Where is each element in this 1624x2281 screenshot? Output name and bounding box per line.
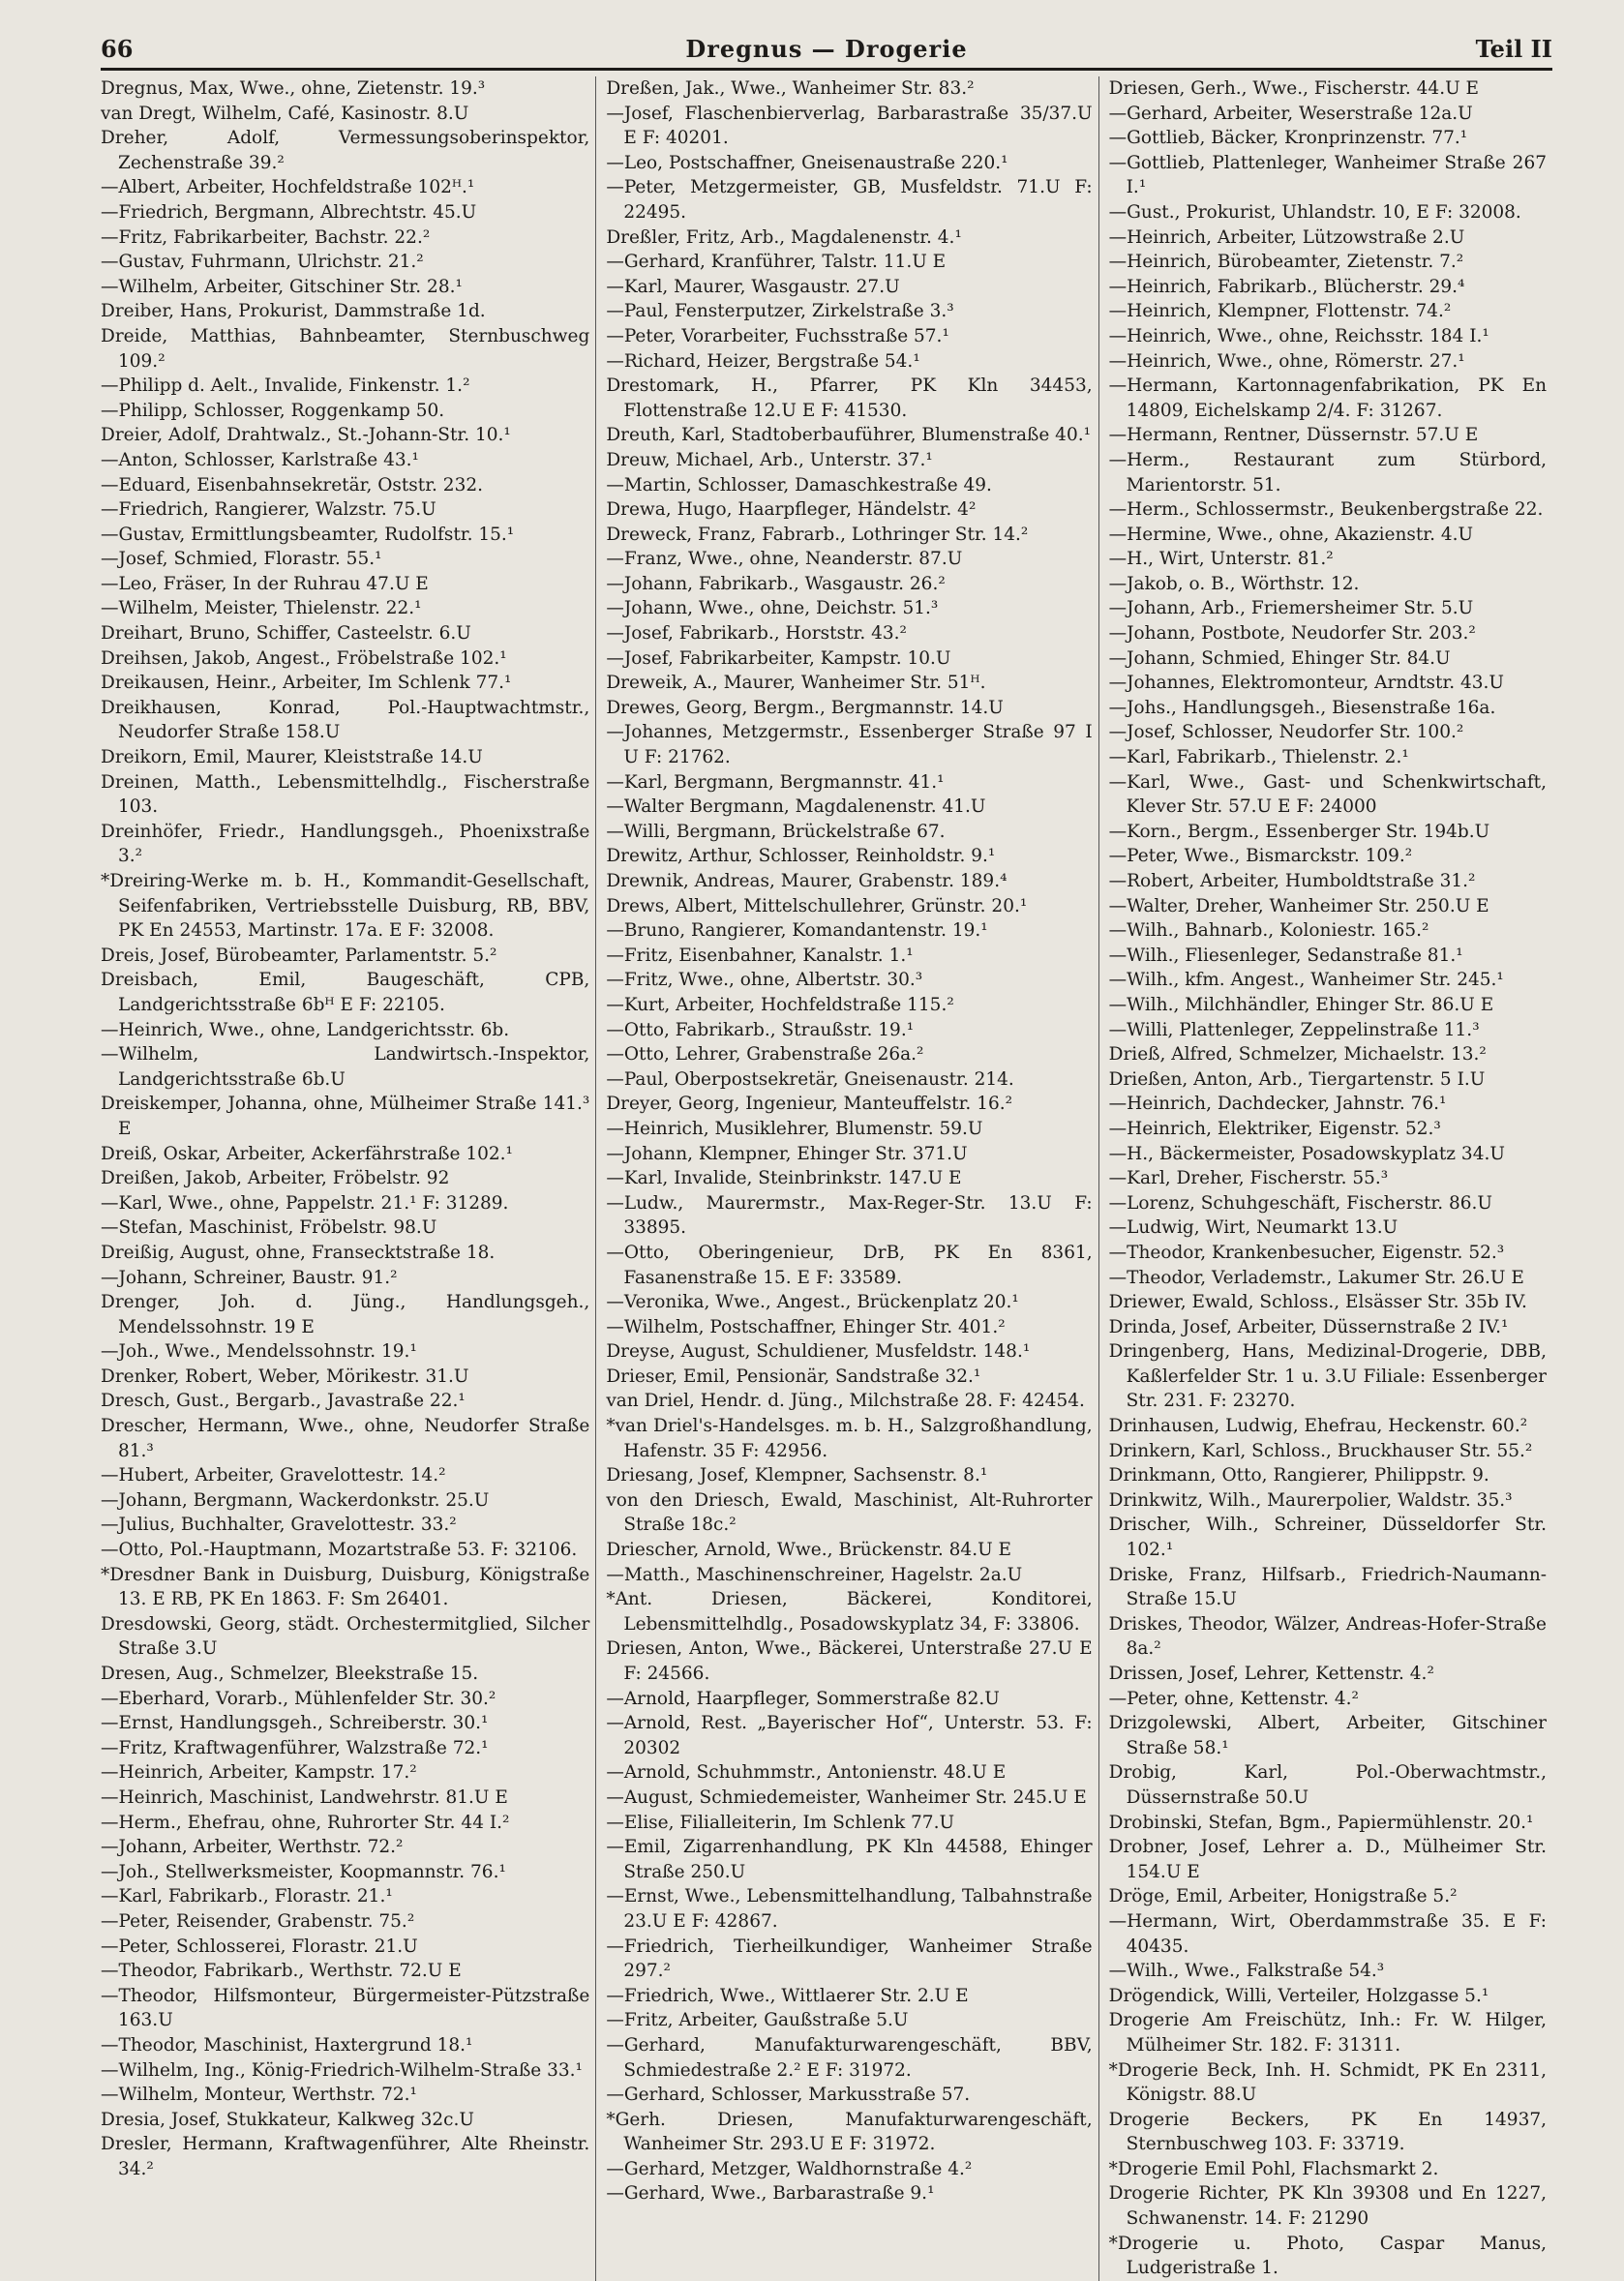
directory-entry: —Martin, Schlosser, Damaschkestraße 49. xyxy=(606,474,992,495)
directory-entry: —Johann, Wwe., ohne, Deichstr. 51.³ xyxy=(606,598,939,619)
directory-entry: —Peter, Wwe., Bismarckstr. 109.² xyxy=(1108,846,1413,867)
directory-entry: —Albert, Arbeiter, Hochfeldstraße 102ᴴ.¹ xyxy=(101,177,475,198)
directory-entry: —Robert, Arbeiter, Humboldtstraße 31.² xyxy=(1108,871,1476,891)
directory-entry: —Theodor, Maschinist, Haxtergrund 18.¹ xyxy=(101,2034,473,2056)
directory-entry: —Friedrich, Bergmann, Albrechtstr. 45.U xyxy=(101,201,477,223)
directory-entry: Drogerie Beckers, PK En 14937, Sternbuschweg 103. F: 33719. xyxy=(1108,2109,1547,2155)
directory-entry: —Gerhard, Kranführer, Talstr. 11.U E xyxy=(606,252,947,273)
directory-entry: —Arnold, Haarpfleger, Sommerstraße 82.U xyxy=(606,1688,1000,1709)
directory-entry: —Wilhelm, Monteur, Werthstr. 72.¹ xyxy=(101,2085,417,2106)
directory-entry: Dreiskemper, Johanna, ohne, Mülheimer Straße 141.³ E xyxy=(101,1094,590,1139)
directory-entry: *Dreiring-Werke m. b. H., Kommandit-Gesellschaft, Seifenfabriken, Vertriebsstelle Duisburg, RB, BBV, PK En 24553, Martinstr. 17a. E F: 32008. xyxy=(101,871,590,942)
page-header xyxy=(101,35,1552,71)
directory-entry: —Gottlieb, Plattenleger, Wanheimer Straße 267 I.¹ xyxy=(1108,152,1547,198)
directory-entry: —Veronika, Wwe., Angest., Brückenplatz 20.¹ xyxy=(606,1292,1019,1313)
directory-entry: Drinhausen, Ludwig, Ehefrau, Heckenstr. 60.² xyxy=(1108,1416,1528,1437)
directory-entry: —Heinrich, Wwe., ohne, Reichsstr. 184 I.¹ xyxy=(1108,325,1489,346)
directory-entry: Dringenberg, Hans, Medizinal-Drogerie, DBB, Kaßlerfelder Str. 1 u. 3.U Filiale: Essenberger Str. 231. F: 23270. xyxy=(1108,1341,1547,1412)
directory-entry: —Theodor, Krankenbesucher, Eigenstr. 52.³ xyxy=(1108,1242,1505,1263)
directory-entry: —Ludw., Maurermstr., Max-Reger-Str. 13.U F: 33895. xyxy=(606,1192,1093,1239)
directory-entry: Dresen, Aug., Schmelzer, Bleekstraße 15. xyxy=(101,1664,479,1684)
directory-entry: Dreikhausen, Konrad, Pol.-Hauptwachtmstr., Neudorfer Straße 158.U xyxy=(101,697,590,743)
directory-entry: —Joh., Stellwerksmeister, Koopmannstr. 76.¹ xyxy=(101,1861,506,1882)
directory-entry: —Heinrich, Arbeiter, Kampstr. 17.² xyxy=(101,1762,417,1784)
directory-entry: Drizgolewski, Albert, Arbeiter, Gitschiner Straße 58.¹ xyxy=(1108,1713,1547,1758)
directory-entry: —Karl, Bergmann, Bergmannstr. 41.¹ xyxy=(606,771,945,793)
directory-entry: —Gerhard, Metzger, Waldhornstraße 4.² xyxy=(606,2158,973,2179)
directory-entry: —Johs., Handlungsgeh., Biesenstraße 16a. xyxy=(1108,697,1496,718)
directory-entry: Dreide, Matthias, Bahnbeamter, Sternbuschweg 109.² xyxy=(101,325,590,372)
directory-entry: —Herm., Schlossermstr., Beukenbergstraße 22. xyxy=(1108,499,1544,521)
directory-entry: Drobner, Josef, Lehrer a. D., Mülheimer Str. 154.U E xyxy=(1108,1837,1547,1882)
directory-entry: —Theodor, Fabrikarb., Werthstr. 72.U E xyxy=(101,1961,462,1982)
directory-entry: —Fritz, Arbeiter, Gaußstraße 5.U xyxy=(606,2010,909,2031)
directory-entry: Dreihsen, Jakob, Angest., Fröbelstraße 102.¹ xyxy=(101,647,507,669)
directory-entry: —Fritz, Wwe., ohne, Albertstr. 30.³ xyxy=(606,970,923,991)
directory-entry: —Johann, Schmied, Ehinger Str. 84.U xyxy=(1108,647,1451,669)
directory-entry: Drießen, Anton, Arb., Tiergartenstr. 5 I.U xyxy=(1108,1068,1486,1090)
directory-entry: —Johannes, Metzgermstr., Essenberger Straße 97 I U F: 21762. xyxy=(606,722,1093,768)
part-label: Teil II xyxy=(1475,35,1552,63)
directory-entry: Drewitz, Arthur, Schlosser, Reinholdstr. 9.¹ xyxy=(606,846,996,867)
directory-entry: *Dresdner Bank in Duisburg, Duisburg, Königstraße 13. E RB, PK En 1863. F: Sm 26401. xyxy=(101,1564,590,1610)
directory-entry: —Karl, Invalide, Steinbrinkstr. 147.U E xyxy=(606,1168,962,1189)
directory-entry: —Wilhelm, Meister, Thielenstr. 22.¹ xyxy=(101,598,422,619)
directory-entry: Drögendick, Willi, Verteiler, Holzgasse 5.¹ xyxy=(1108,1985,1489,2006)
directory-entry: —Wilh., Milchhändler, Ehinger Str. 86.U E xyxy=(1108,994,1494,1015)
directory-entry: —Philipp d. Aelt., Invalide, Finkenstr. 1.² xyxy=(101,375,470,397)
directory-entry: —Theodor, Verlademstr., Lakumer Str. 26.U E xyxy=(1108,1267,1524,1288)
directory-entry: Drescher, Hermann, Wwe., ohne, Neudorfer Straße 81.³ xyxy=(101,1416,590,1461)
directory-entry: —Heinrich, Dachdecker, Jahnstr. 76.¹ xyxy=(1108,1094,1447,1115)
directory-entry: —Richard, Heizer, Bergstraße 54.¹ xyxy=(606,350,920,372)
directory-entry: —Ludwig, Wirt, Neumarkt 13.U xyxy=(1108,1217,1398,1239)
directory-entry: *Gerh. Driesen, Manufakturwarengeschäft, Wanheimer Str. 293.U E F: 31972. xyxy=(606,2109,1093,2155)
directory-entry: —Franz, Wwe., ohne, Neanderstr. 87.U xyxy=(606,549,963,570)
directory-entry: Dreyse, August, Schuldiener, Musfeldstr. 148.¹ xyxy=(606,1341,1031,1363)
directory-entry: —Walter Bergmann, Magdalenenstr. 41.U xyxy=(606,796,986,818)
directory-entry: *Drogerie u. Photo, Caspar Manus, Ludgeristraße 1. xyxy=(1108,2233,1547,2279)
directory-entry: —Karl, Fabrikarb., Florastr. 21.¹ xyxy=(101,1886,393,1907)
directory-entry: —Leo, Fräser, In der Ruhrau 47.U E xyxy=(101,573,429,594)
directory-entry: Driesang, Josef, Klempner, Sachsenstr. 8.¹ xyxy=(606,1465,988,1486)
directory-entry: —Heinrich, Fabrikarb., Blücherstr. 29.⁴ xyxy=(1108,276,1465,297)
directory-entry: —H., Bäckermeister, Posadowskyplatz 34.U xyxy=(1108,1143,1505,1164)
directory-entry: —Johannes, Elektromonteur, Arndtstr. 43.U xyxy=(1108,673,1505,694)
running-title: Dregnus — Drogerie xyxy=(685,35,968,63)
directory-entry: —Ernst, Handlungsgeh., Schreiberstr. 30.¹ xyxy=(101,1713,489,1734)
directory-entry: —Julius, Buchhalter, Gravelottestr. 33.² xyxy=(101,1515,457,1536)
directory-entry: Dreis, Josef, Bürobeamter, Parlamentstr. 5.² xyxy=(101,945,497,966)
directory-entry: —Gustav, Ermittlungsbeamter, Rudolfstr. 15.¹ xyxy=(101,524,515,545)
directory-entry: Dresch, Gust., Bergarb., Javastraße 22.¹ xyxy=(101,1391,466,1412)
directory-entry: —Johann, Arbeiter, Werthstr. 72.² xyxy=(101,1837,404,1858)
directory-entry: —Arnold, Rest. „Bayerischer Hof“, Unterstr. 53. F: 20302 xyxy=(606,1713,1093,1758)
directory-entry: *van Driel's-Handelsges. m. b. H., Salzgroßhandlung, Hafenstr. 35 F: 42956. xyxy=(606,1416,1093,1461)
column-2 xyxy=(595,76,1098,2281)
directory-entry: —Gerhard, Manufakturwarengeschäft, BBV, Schmiedestraße 2.² E F: 31972. xyxy=(606,2034,1093,2081)
directory-entry: —Heinrich, Wwe., ohne, Römerstr. 27.¹ xyxy=(1108,350,1465,372)
directory-entry: —Gerhard, Schlosser, Markusstraße 57. xyxy=(606,2085,971,2106)
directory-entry: —Fritz, Kraftwagenführer, Walzstraße 72.¹ xyxy=(101,1737,489,1758)
directory-entry: —Peter, Vorarbeiter, Fuchsstraße 57.¹ xyxy=(606,325,949,346)
directory-entry: Driske, Franz, Hilfsarb., Friedrich-Naumann-Straße 15.U xyxy=(1108,1564,1547,1610)
directory-entry: —H., Wirt, Unterstr. 81.² xyxy=(1108,549,1334,570)
directory-entry: —Gottlieb, Bäcker, Kronprinzenstr. 77.¹ xyxy=(1108,128,1468,149)
column-3 xyxy=(1098,76,1552,2281)
directory-entry: Dreweck, Franz, Fabrarb., Lothringer Str. 14.² xyxy=(606,524,1029,545)
directory-entry: —Ernst, Wwe., Lebensmittelhandlung, Talbahnstraße 23.U E F: 42867. xyxy=(606,1886,1093,1932)
directory-entry: Dreikausen, Heinr., Arbeiter, Im Schlenk 77.¹ xyxy=(101,673,512,694)
directory-entry: Drieß, Alfred, Schmelzer, Michaelstr. 13.² xyxy=(1108,1044,1487,1065)
directory-entry: —Johann, Fabrikarb., Wasgaustr. 26.² xyxy=(606,573,946,594)
directory-entry: —Fritz, Eisenbahner, Kanalstr. 1.¹ xyxy=(606,945,914,966)
directory-entry: Dreier, Adolf, Drahtwalz., St.-Johann-Str. 10.¹ xyxy=(101,425,511,446)
directory-entry: —Gustav, Fuhrmann, Ulrichstr. 21.² xyxy=(101,252,424,273)
directory-entry: *Drogerie Emil Pohl, Flachsmarkt 2. xyxy=(1108,2158,1439,2179)
directory-entry: Dreinhöfer, Friedr., Handlungsgeh., Phoenixstraße 3.² xyxy=(101,821,590,867)
directory-entry: —Paul, Fensterputzer, Zirkelstraße 3.³ xyxy=(606,301,954,322)
directory-entry: Drenger, Joh. d. Jüng., Handlungsgeh., Mendelssohnstr. 19 E xyxy=(101,1292,590,1337)
directory-entry: Drischer, Wilh., Schreiner, Düsseldorfer Str. 102.¹ xyxy=(1108,1515,1547,1561)
directory-entry: *Drogerie Beck, Inh. H. Schmidt, PK En 2311, Königstr. 88.U xyxy=(1108,2059,1547,2106)
directory-entry: —Arnold, Schuhmmstr., Antonienstr. 48.U E xyxy=(606,1762,1007,1784)
directory-entry: Dreiber, Hans, Prokurist, Dammstraße 1d. xyxy=(101,301,486,322)
directory-entry: —Bruno, Rangierer, Komandantenstr. 19.¹ xyxy=(606,920,988,942)
directory-entry: —Wilh., kfm. Angest., Wanheimer Str. 245.¹ xyxy=(1108,970,1504,991)
directory-entry: Drogerie Richter, PK Kln 39308 und En 1227, Schwanenstr. 14. F: 21290 xyxy=(1108,2183,1547,2230)
directory-entry: Dreuth, Karl, Stadtoberbauführer, Blumenstraße 40.¹ xyxy=(606,425,1092,446)
directory-entry: —Leo, Postschaffner, Gneisenaustraße 220.¹ xyxy=(606,152,1008,173)
directory-entry: Dreißig, August, ohne, Fransecktstraße 18. xyxy=(101,1242,496,1263)
directory-entry: —Elise, Filialleiterin, Im Schlenk 77.U xyxy=(606,1812,955,1833)
directory-entry: —Otto, Fabrikarb., Straußstr. 19.¹ xyxy=(606,1019,915,1040)
directory-entry: Drews, Albert, Mittelschullehrer, Grünstr. 20.¹ xyxy=(606,895,1028,916)
directory-entry: —Herm., Ehefrau, ohne, Ruhrorter Str. 44 I.² xyxy=(101,1812,510,1833)
directory-entry: Driskes, Theodor, Wälzer, Andreas-Hofer-Straße 8a.² xyxy=(1108,1613,1547,1660)
directory-entry: —Philipp, Schlosser, Roggenkamp 50. xyxy=(101,400,445,421)
directory-entry: —Josef, Fabrikarb., Horststr. 43.² xyxy=(606,623,907,645)
directory-entry: —Johann, Arb., Friemersheimer Str. 5.U xyxy=(1108,598,1474,619)
directory-entry: —Hermann, Rentner, Düssernstr. 57.U E xyxy=(1108,425,1479,446)
directory-entry: —Wilh., Fliesenleger, Sedanstraße 81.¹ xyxy=(1108,945,1463,966)
entry-columns xyxy=(101,76,1552,2281)
directory-entry: —Friedrich, Rangierer, Walzstr. 75.U xyxy=(101,499,436,521)
directory-entry: Drewnik, Andreas, Maurer, Grabenstr. 189.⁴ xyxy=(606,871,1007,891)
directory-entry: Driewer, Ewald, Schloss., Elsässer Str. 35b IV. xyxy=(1108,1292,1527,1313)
directory-entry: —Willi, Bergmann, Brückelstraße 67. xyxy=(606,821,946,842)
directory-entry: —Otto, Lehrer, Grabenstraße 26a.² xyxy=(606,1044,924,1065)
directory-entry: —Friedrich, Tierheilkundiger, Wanheimer Straße 297.² xyxy=(606,1936,1093,1982)
directory-entry: —Stefan, Maschinist, Fröbelstr. 98.U xyxy=(101,1217,437,1239)
directory-entry: —Josef, Fabrikarbeiter, Kampstr. 10.U xyxy=(606,647,951,669)
directory-entry: —Lorenz, Schuhgeschäft, Fischerstr. 86.U xyxy=(1108,1192,1493,1214)
directory-entry: —Johann, Klempner, Ehinger Str. 371.U xyxy=(606,1143,968,1164)
directory-entry: Drenker, Robert, Weber, Mörikestr. 31.U xyxy=(101,1366,469,1387)
directory-entry: Drobinski, Stefan, Bgm., Papiermühlenstr. 20.¹ xyxy=(1108,1812,1534,1833)
directory-entry: —Heinrich, Klempner, Flottenstr. 74.² xyxy=(1108,301,1452,322)
directory-entry: —Peter, Metzgermeister, GB, Musfeldstr. 71.U F: 22495. xyxy=(606,177,1093,223)
directory-entry: —Gust., Prokurist, Uhlandstr. 10, E F: 32008. xyxy=(1108,201,1521,223)
directory-entry: —Wilh., Bahnarb., Koloniestr. 165.² xyxy=(1108,920,1429,942)
directory-entry: —Heinrich, Wwe., ohne, Landgerichtsstr. 6b. xyxy=(101,1019,510,1040)
directory-entry: Drinda, Josef, Arbeiter, Düssernstraße 2 IV.¹ xyxy=(1108,1316,1509,1337)
directory-entry: —Peter, ohne, Kettenstr. 4.² xyxy=(1108,1688,1359,1709)
directory-entry: —Josef, Schmied, Florastr. 55.¹ xyxy=(101,549,382,570)
directory-entry: —Johann, Postbote, Neudorfer Str. 203.² xyxy=(1108,623,1476,645)
directory-entry: —Gerhard, Arbeiter, Weserstraße 12a.U xyxy=(1108,103,1473,124)
directory-entry: —Otto, Pol.-Hauptmann, Mozartstraße 53. F: 32106. xyxy=(101,1540,578,1561)
directory-entry: —Walter, Dreher, Wanheimer Str. 250.U E xyxy=(1108,895,1489,916)
directory-entry: Drewes, Georg, Bergm., Bergmannstr. 14.U xyxy=(606,697,1004,718)
directory-entry: —Hermann, Kartonnagenfabrikation, PK En 14809, Eichelskamp 2/4. F: 31267. xyxy=(1108,375,1547,421)
directory-entry: Dreßen, Jak., Wwe., Wanheimer Str. 83.² xyxy=(606,78,975,99)
directory-entry: —Karl, Wwe., ohne, Pappelstr. 21.¹ F: 31289. xyxy=(101,1192,509,1214)
directory-entry: Drieser, Emil, Pensionär, Sandstraße 32.¹ xyxy=(606,1366,981,1387)
directory-entry: Drewa, Hugo, Haarpfleger, Händelstr. 4² xyxy=(606,499,977,521)
directory-entry: —Josef, Flaschenbierverlag, Barbarastraße 35/37.U E F: 40201. xyxy=(606,103,1093,149)
directory-entry: —Heinrich, Maschinist, Landwehrstr. 81.U E xyxy=(101,1786,508,1808)
directory-entry: —Wilh., Wwe., Falkstraße 54.³ xyxy=(1108,1961,1385,1982)
column-1 xyxy=(101,76,595,2281)
page-number: 66 xyxy=(101,35,134,63)
directory-entry: —Karl, Fabrikarb., Thielenstr. 2.¹ xyxy=(1108,747,1409,768)
directory-entry: —Peter, Schlosserei, Florastr. 21.U xyxy=(101,1936,418,1957)
directory-entry: Drestomark, H., Pfarrer, PK Kln 34453, Flottenstraße 12.U E F: 41530. xyxy=(606,375,1093,421)
directory-entry: —Joh., Wwe., Mendelssohnstr. 19.¹ xyxy=(101,1341,417,1363)
directory-entry: Dreihart, Bruno, Schiffer, Casteelstr. 6.U xyxy=(101,623,471,645)
directory-entry: Driescher, Arnold, Wwe., Brückenstr. 84.U E xyxy=(606,1540,1012,1561)
directory-entry: —Eberhard, Vorarb., Mühlenfelder Str. 30.² xyxy=(101,1688,496,1709)
directory-entry: Dreßler, Fritz, Arb., Magdalenenstr. 4.¹ xyxy=(606,226,962,248)
directory-entry: —Josef, Schlosser, Neudorfer Str. 100.² xyxy=(1108,722,1464,743)
directory-entry: —Heinrich, Arbeiter, Lützowstraße 2.U xyxy=(1108,226,1465,248)
directory-entry: —Friedrich, Wwe., Wittlaerer Str. 2.U E xyxy=(606,1985,969,2006)
directory-entry: Drinkwitz, Wilh., Maurerpolier, Waldstr. 35.³ xyxy=(1108,1489,1513,1511)
directory-entry: —Hubert, Arbeiter, Gravelottestr. 14.² xyxy=(101,1465,446,1486)
directory-entry: —Hermine, Wwe., ohne, Akazienstr. 4.U xyxy=(1108,524,1474,545)
directory-entry: —Johann, Bergmann, Wackerdonkstr. 25.U xyxy=(101,1489,490,1511)
directory-entry: van Dregt, Wilhelm, Café, Kasinostr. 8.U xyxy=(101,103,469,124)
directory-entry: —Karl, Maurer, Wasgaustr. 27.U xyxy=(606,276,900,297)
directory-entry: Dreweik, A., Maurer, Wanheimer Str. 51ᴴ. xyxy=(606,673,986,694)
directory-entry: Driesen, Anton, Wwe., Bäckerei, Unterstraße 27.U E F: 24566. xyxy=(606,1638,1093,1684)
directory-entry: —Eduard, Eisenbahnsekretär, Oststr. 232. xyxy=(101,474,483,495)
directory-entry: —Karl, Dreher, Fischerstr. 55.³ xyxy=(1108,1168,1389,1189)
directory-entry: —Paul, Oberpostsekretär, Gneisenaustr. 214. xyxy=(606,1068,1014,1090)
directory-entry: Dröge, Emil, Arbeiter, Honigstraße 5.² xyxy=(1108,1886,1458,1907)
directory-entry: —August, Schmiedemeister, Wanheimer Str. 245.U E xyxy=(606,1786,1087,1808)
directory-entry: Dresler, Hermann, Kraftwagenführer, Alte Rheinstr. 34.² xyxy=(101,2134,590,2179)
directory-entry: Dreher, Adolf, Vermessungsoberinspektor, Zechenstraße 39.² xyxy=(101,128,590,173)
directory-entry: Drinkern, Karl, Schloss., Bruckhauser Str. 55.² xyxy=(1108,1440,1533,1461)
directory-entry: —Anton, Schlosser, Karlstraße 43.¹ xyxy=(101,449,419,470)
directory-entry: —Matth., Maschinenschreiner, Hagelstr. 2a.U xyxy=(606,1564,1023,1585)
directory-entry: —Otto, Oberingenieur, DrB, PK En 8361, Fasanenstraße 15. E F: 33589. xyxy=(606,1242,1093,1288)
directory-entry: Drissen, Josef, Lehrer, Kettenstr. 4.² xyxy=(1108,1664,1434,1684)
directory-entry: —Fritz, Fabrikarbeiter, Bachstr. 22.² xyxy=(101,226,431,248)
directory-entry: —Heinrich, Elektriker, Eigenstr. 52.³ xyxy=(1108,1118,1441,1139)
directory-entry: Dreisbach, Emil, Baugeschäft, CPB, Landgerichtsstraße 6bᴴ E F: 22105. xyxy=(101,970,590,1015)
directory-entry: —Kurt, Arbeiter, Hochfeldstraße 115.² xyxy=(606,994,954,1015)
directory-entry: *Ant. Driesen, Bäckerei, Konditorei, Lebensmittelhdlg., Posadowskyplatz 34, F: 33806. xyxy=(606,1589,1093,1635)
directory-entry: Dreinen, Matth., Lebensmittelhdlg., Fischerstraße 103. xyxy=(101,771,590,818)
directory-entry: —Theodor, Hilfsmonteur, Bürgermeister-Pützstraße 163.U xyxy=(101,1985,590,2031)
directory-entry: —Hermann, Wirt, Oberdammstraße 35. E F: 40435. xyxy=(1108,1910,1547,1957)
directory-entry: —Emil, Zigarrenhandlung, PK Kln 44588, Ehinger Straße 250.U xyxy=(606,1837,1093,1882)
directory-entry: —Karl, Wwe., Gast- und Schenkwirtschaft, Klever Str. 57.U E F: 24000 xyxy=(1108,771,1547,818)
directory-entry: von den Driesch, Ewald, Maschinist, Alt-Ruhrorter Straße 18c.² xyxy=(606,1489,1093,1536)
directory-entry: —Jakob, o. B., Wörthstr. 12. xyxy=(1108,573,1360,594)
directory-entry: —Gerhard, Wwe., Barbarastraße 9.¹ xyxy=(606,2183,935,2205)
directory-entry: —Willi, Plattenleger, Zeppelinstraße 11.³ xyxy=(1108,1019,1480,1040)
directory-entry: —Wilhelm, Arbeiter, Gitschiner Str. 28.¹ xyxy=(101,276,463,297)
directory-entry: Dreikorn, Emil, Maurer, Kleiststraße 14.U xyxy=(101,747,483,768)
directory-entry: —Wilhelm, Postschaffner, Ehinger Str. 401.² xyxy=(606,1316,1006,1337)
directory-entry: Dreyer, Georg, Ingenieur, Manteuffelstr. 16.² xyxy=(606,1094,1013,1115)
directory-entry: Drogerie Am Freischütz, Inh.: Fr. W. Hilger, Mülheimer Str. 182. F: 31311. xyxy=(1108,2010,1547,2056)
directory-entry: —Johann, Schreiner, Baustr. 91.² xyxy=(101,1267,398,1288)
directory-entry: —Wilhelm, Ing., König-Friedrich-Wilhelm-Straße 33.¹ xyxy=(101,2059,583,2081)
directory-entry: —Korn., Bergm., Essenberger Str. 194b.U xyxy=(1108,821,1490,842)
directory-entry: Driesen, Gerh., Wwe., Fischerstr. 44.U E xyxy=(1108,78,1480,99)
directory-entry: Dreißen, Jakob, Arbeiter, Fröbelstr. 92 xyxy=(101,1168,450,1189)
directory-entry: Dresdowski, Georg, städt. Orchestermitglied, Silcher Straße 3.U xyxy=(101,1613,590,1660)
directory-entry: Dreuw, Michael, Arb., Unterstr. 37.¹ xyxy=(606,449,933,470)
directory-entry: Dresia, Josef, Stukkateur, Kalkweg 32c.U xyxy=(101,2109,474,2130)
directory-entry: —Wilhelm, Landwirtsch.-Inspektor, Landgerichtsstraße 6b.U xyxy=(101,1044,590,1090)
directory-entry: —Herm., Restaurant zum Stürbord, Marientorstr. 51. xyxy=(1108,449,1547,495)
directory-entry: —Heinrich, Bürobeamter, Zietenstr. 7.² xyxy=(1108,252,1464,273)
directory-entry: Dregnus, Max, Wwe., ohne, Zietenstr. 19.³ xyxy=(101,78,486,99)
directory-entry: —Heinrich, Musiklehrer, Blumenstr. 59.U xyxy=(606,1118,983,1139)
directory-entry: Drinkmann, Otto, Rangierer, Philippstr. 9. xyxy=(1108,1465,1489,1486)
directory-entry: Dreiß, Oskar, Arbeiter, Ackerfährstraße 102.¹ xyxy=(101,1143,513,1164)
directory-entry: van Driel, Hendr. d. Jüng., Milchstraße 28. F: 42454. xyxy=(606,1391,1085,1412)
directory-entry: Drobig, Karl, Pol.-Oberwachtmstr., Düssernstraße 50.U xyxy=(1108,1762,1547,1808)
directory-entry: —Peter, Reisender, Grabenstr. 75.² xyxy=(101,1910,415,1932)
